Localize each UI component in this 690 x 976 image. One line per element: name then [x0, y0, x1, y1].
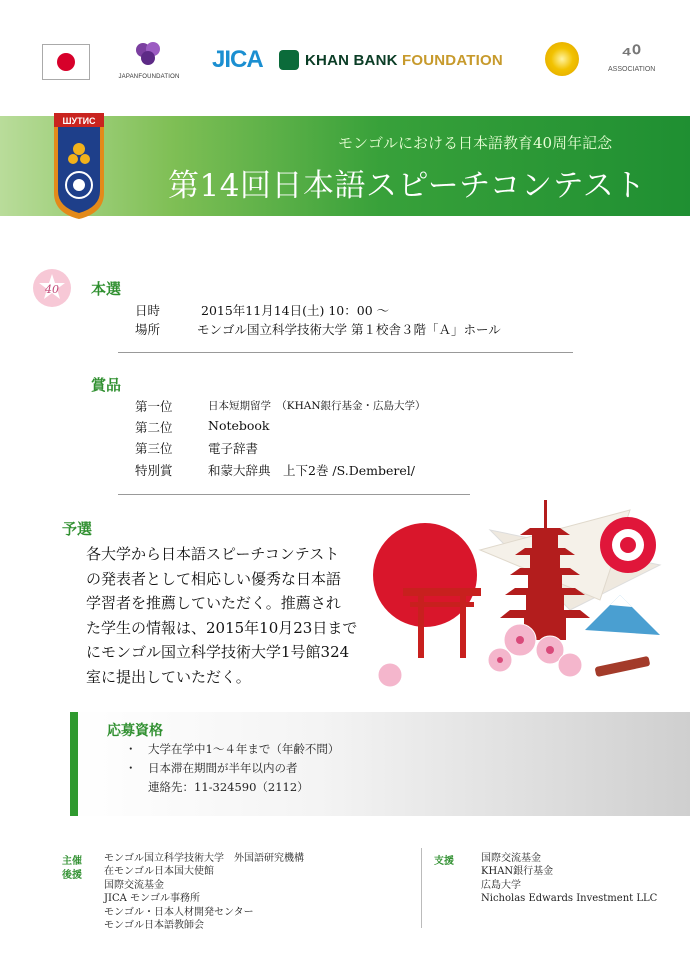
japan-foundation-label: JAPANFOUNDATION [118, 74, 180, 80]
prize-1: 日本短期留学 （KHAN銀行基金・広島大学） [208, 400, 426, 412]
jica-logo: JICA [212, 46, 263, 73]
organizer-list [104, 852, 304, 932]
prize-2: Notebook [208, 418, 270, 433]
japanese-pagoda-illustration [370, 490, 670, 700]
foundation-label: FOUNDATION [402, 51, 503, 69]
japan-flag-logo [42, 44, 90, 80]
prizes-heading: 賞品 [91, 376, 122, 394]
khan-bank-icon [279, 50, 299, 70]
yosen-heading: 予選 [62, 520, 93, 538]
sponsor-item: 国際交流基金 [104, 879, 164, 891]
sponsor-item: モンゴル日本語教師会 [104, 920, 204, 932]
supporter-item: KHAN銀行基金 [481, 866, 554, 878]
sponsor-item: 在モンゴル日本国大使館 [104, 866, 214, 878]
prize-rank-3: 第三位 [135, 441, 173, 456]
date-label: 日時 [135, 303, 161, 318]
eligibility-accent-bar [70, 712, 78, 816]
yosen-line: にモンゴル国立科学技術大学1号館324 [86, 643, 350, 661]
support-label: 支援 [434, 856, 454, 867]
japan-foundation-logo [118, 40, 180, 80]
khan-bank-label: KHAN BANK [305, 51, 398, 69]
organizer-item: モンゴル国立科学技術大学 外国語研究機構 [104, 853, 304, 864]
yosen-line: た学生の情報は、2015年10月23日まで [86, 618, 358, 637]
yosen-line: 各大学から日本語スピーチコンテスト [86, 545, 340, 563]
organizer-label: 主催 [62, 856, 82, 867]
yosen-line: 学習者を推薦していただく。推薦され [86, 594, 341, 612]
flag-sun [57, 53, 75, 71]
prize-rank-1: 第一位 [135, 399, 173, 414]
eligibility-heading: 応募資格 [107, 723, 163, 739]
banner-subtitle: モンゴルにおける日本語教育40周年記念 [338, 134, 613, 152]
sponsor-item: モンゴル・日本人材開発センター [104, 906, 254, 918]
supporter-item: 国際交流基金 [481, 853, 541, 864]
date-value: 2015年11月14日(土) 10：00 ～ [201, 303, 390, 318]
contest-title: 第14回日本語スピーチコンテスト [168, 168, 646, 204]
association-logo [608, 42, 654, 73]
prize-rank-2: 第二位 [135, 420, 173, 435]
badge-label: 40 [45, 283, 59, 296]
eligibility-item: ・ 大学在学中1～４年まで（年齢不問） [125, 742, 340, 756]
yosen-line: の発表者として相応しい優秀な日本語 [86, 569, 342, 588]
yosen-paragraph [86, 542, 366, 689]
association-mark-icon: ⁴⁰ [621, 41, 641, 66]
prize-3: 電子辞書 [208, 441, 259, 456]
eligibility-item: ・ 日本滞在期間が半年以内の者 [125, 761, 298, 775]
honsen-heading: 本選 [91, 280, 122, 298]
supporter-list [481, 852, 657, 906]
association-label: ASSOCIATION [608, 66, 656, 73]
khan-bank-foundation-logo [279, 50, 503, 70]
sponsor-item: JICA モンゴル事務所 [104, 893, 201, 905]
place-label: 場所 [135, 322, 161, 337]
supporter-item: 広島大学 [481, 879, 521, 891]
contact-info: 連絡先：11-324590（2112） [125, 780, 309, 794]
place-value: モンゴル国立科学技術大学 第１校舎３階「Ａ」ホール [197, 322, 501, 337]
divider [118, 352, 573, 353]
chrysanthemum-emblem-icon [545, 42, 579, 76]
prize-rank-special: 特別賞 [135, 463, 173, 478]
shield-label: ШУТИС [62, 116, 96, 126]
university-shield-logo [52, 113, 106, 221]
footer-divider [421, 848, 422, 928]
supporter-item: Nicholas Edwards Investment LLC [481, 893, 658, 905]
japan-foundation-icon [129, 40, 169, 70]
sponsor-label: 後援 [62, 870, 82, 881]
anniversary-40-icon [32, 268, 72, 308]
yosen-line: 室に提出していただく。 [86, 667, 251, 686]
prize-special: 和蒙大辞典 上下2巻 /S.Demberel/ [208, 463, 415, 478]
